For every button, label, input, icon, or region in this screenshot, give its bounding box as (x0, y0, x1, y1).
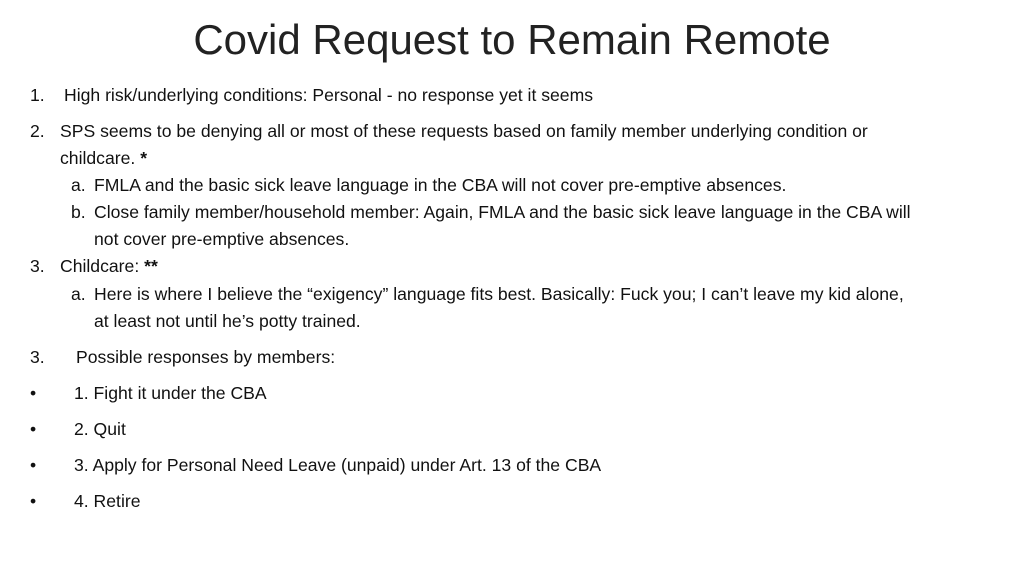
item-3a-letter: a. (71, 284, 86, 304)
bullet-3-symbol: • (30, 455, 37, 475)
bullet-1-symbol: • (30, 383, 37, 403)
bullet-2-symbol: • (30, 419, 37, 439)
item-3-footnote-mark: ** (144, 256, 158, 276)
item-2-number: 2. (30, 121, 45, 141)
item-3-text: Childcare: (60, 256, 140, 276)
bullet-4-symbol: • (30, 491, 37, 511)
item-2-footnote-mark: * (140, 148, 148, 168)
item-4-number: 3. (30, 347, 45, 367)
item-1-text: High risk/underlying conditions: Personal - no response yet it seems (64, 85, 594, 105)
item-2-line-2-text: childcare. (60, 148, 136, 168)
item-3a-line-1: Here is where I believe the “exigency” language fits best. Basically: Fuck you; I can’t leave my kid alone, (94, 284, 904, 304)
slide-title: Covid Request to Remain Remote (193, 16, 831, 63)
item-2b-line-2: not cover pre-emptive absences. (94, 229, 350, 249)
item-4-text: Possible responses by members: (76, 347, 336, 367)
bullet-2-text: 2. Quit (74, 419, 126, 439)
item-3-number: 3. (30, 256, 45, 276)
item-3-line (60, 253, 158, 280)
item-1-number: 1. (30, 85, 45, 105)
item-2b-line-1: Close family member/household member: Again, FMLA and the basic sick leave language in the CBA will (94, 202, 911, 222)
item-2a-text: FMLA and the basic sick leave language in the CBA will not cover pre-emptive absences. (94, 175, 787, 195)
item-2-line-1: SPS seems to be denying all or most of these requests based on family member underlying condition or (60, 121, 868, 141)
item-3a-line-2: at least not until he’s potty trained. (94, 311, 361, 331)
bullet-3-text: 3. Apply for Personal Need Leave (unpaid) under Art. 13 of the CBA (74, 455, 602, 475)
bullet-4-text: 4. Retire (74, 491, 141, 511)
bullet-1-text: 1. Fight it under the CBA (74, 383, 267, 403)
item-2-line-2 (60, 145, 147, 172)
item-2a-letter: a. (71, 175, 86, 195)
item-2b-letter: b. (71, 202, 86, 222)
